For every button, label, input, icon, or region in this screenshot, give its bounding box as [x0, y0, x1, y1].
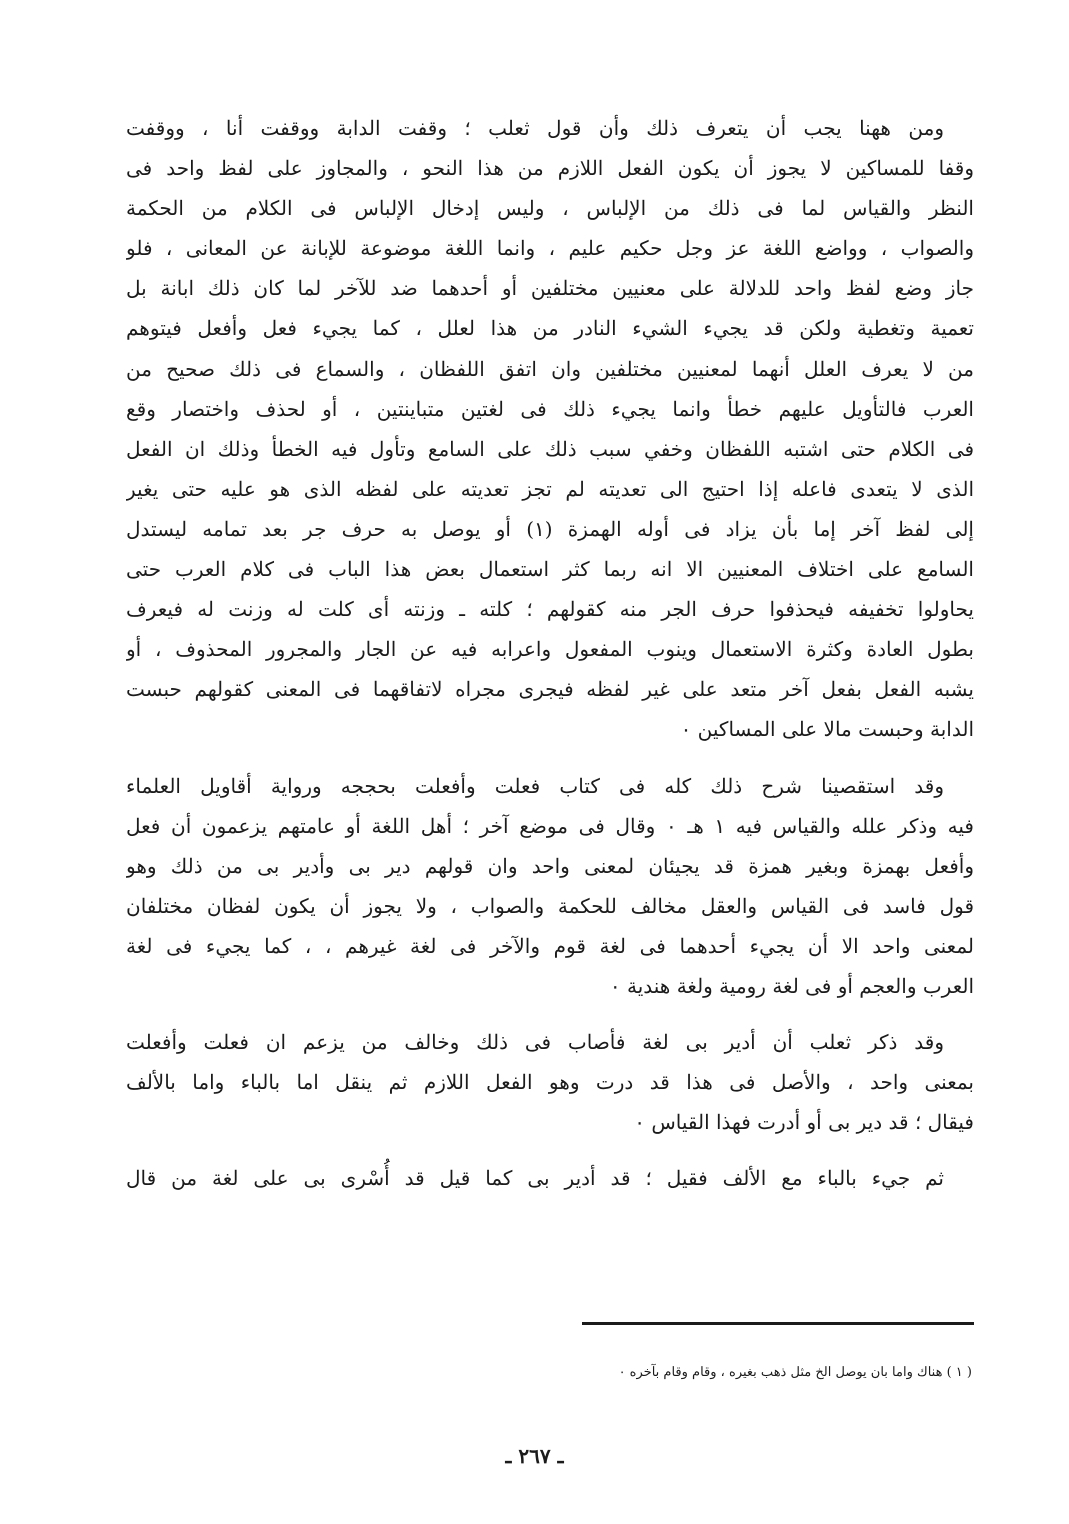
text-line: فيه وذكر علله والقياس فيه ١ هـ ٠ وقال فى موضع آخر ؛ أهل اللغة أو عامتهم يزعمون أن فعل: [126, 813, 974, 838]
text-line: العرب والعجم أو فى لغة رومية ولغة هندية ٠: [609, 973, 974, 998]
text-line: لمعنى واحد الا أن يجيء أحدهما فى لغة قوم والآخر فى لغة غيرهم ، ، كما يجيء فى لغة: [126, 933, 974, 958]
text-line: السامع على اختلاف المعنيين الا انه ربما كثر استعمال بعض هذا الباب فى كلام العرب حتى: [126, 557, 974, 582]
text-line: يحاولوا تخفيفه فيحذفوا حرف الجر منه كقولهم ؛ كلته ـ وزنته أى كلت له وزنت له فيعرف: [126, 597, 974, 622]
text-line: العرب فالتأويل عليهم خطأ وانما يجيء ذلك فى لغتين متباينتين ، أو لحذف واختصار وقع: [126, 396, 974, 421]
text-line: ومن ههنا يجب أن يتعرف ذلك وأن قول ثعلب ؛ وقفت الدابة ووقفت أنا ، ووقفت: [126, 116, 944, 140]
text-line: فى الكلام حتى اشتبه اللفظان وخفي سبب ذلك على السامع وتأول فيه الخطأ وذلك ان الفعل: [126, 436, 974, 461]
page-number: ـ ٢٦٧ ـ: [505, 1444, 564, 1468]
text-line: الدابة وحبست مالا على المساكين ٠: [680, 717, 974, 742]
text-line: جاز وضع لفظ واحد للدلالة على معنيين مختلفين أو أحدهما ضد للآخر لما كان ذلك ابانة بل: [126, 276, 974, 301]
text-line: بمعنى واحد ، والأصل فى هذا قد درت وهو الفعل اللازم ثم ينقل اما بالباء واما بالألف: [126, 1070, 974, 1095]
text-line: والصواب ، وواضع اللغة عز وجل حكيم عليم ، وانما اللغة موضوعة للإبانة عن المعانى ، فلو: [126, 236, 974, 261]
text-line: بطول العادة وكثرة الاستعمال وينوب المفعول واعرابه فيه عن الجار والمجرور المحذوف ، أو: [126, 637, 974, 662]
text-line: وقد ذكر ثعلب أن أدير بى لغة فأصاب فى ذلك وخالف من يزعم ان فعلت وأفعلت: [126, 1030, 944, 1055]
text-line: وأفعل بهمزة وبغير همزة قد يجيئان لمعنى واحد وان قولهم دير بى وأدير بى من ذلك وهو: [126, 853, 974, 878]
text-line: قول فاسد فى القياس والعقل مخالف للحكمة والصواب ، ولا يجوز أن يكون لفظان مختلفان: [126, 893, 974, 918]
text-line: وقفا للمساكين لا يجوز أن يكون الفعل اللازم من هذا النحو ، والمجاوز على لفظ واحد فى: [126, 156, 974, 181]
paragraph-2: [126, 766, 974, 1007]
text-line: وقد استقصينا شرح ذلك كله فى كتاب فعلت وأفعلت بحججه ورواية أقاويل العلماء: [126, 773, 944, 798]
text-line: يشبه الفعل بفعل آخر متعد على غير لفظه فيجرى مجراه لاتفاقهما فى المعنى كقولهم حبست: [126, 677, 974, 702]
text-line: فيقال ؛ قد دير بى أو أدرت فهذا القياس ٠: [634, 1110, 974, 1135]
paragraph-3: [126, 1022, 974, 1142]
text-line: النظر والقياس لما فى ذلك من الإلباس ، وليس إدخال الإلباس فى الكلام من الحكمة: [126, 196, 974, 221]
paragraph-1: [126, 108, 974, 750]
text-line: الذى لا يتعدى فاعله إذا احتيج الى تعديته لم تجز تعديته على لفظه الذى هو عليه حتى يغير: [126, 476, 974, 501]
text-line: ثم جيء بالباء مع الألف فقيل ؛ قد أدير بى كما قيل قد أُسْرى بى على لغة من قال: [126, 1166, 944, 1191]
text-line: من لا يعرف العلل أنهما لمعنيين مختلفين وان اتفق اللفظان ، والسماع فى ذلك صحيح من: [126, 356, 974, 381]
main-text: [126, 108, 974, 1198]
text-line: إلى لفظ آخر إما بأن يزاد فى أوله الهمزة (١) أو يوصل به حرف جر بعد تمامه ليستدل: [126, 516, 974, 541]
footnote: ( ١ ) هناك واما بان يوصل الخ مثل ذهب بغيره ، وقام وقام بآخره ٠: [618, 1365, 972, 1380]
text-line: تعمية وتغطية ولكن قد يجيء الشيء النادر من هذا لعلل ، كما يجيء فعل وأفعل فيتوهم: [126, 316, 974, 341]
footnote-separator: [582, 1322, 974, 1325]
paragraph-4: [126, 1158, 974, 1198]
